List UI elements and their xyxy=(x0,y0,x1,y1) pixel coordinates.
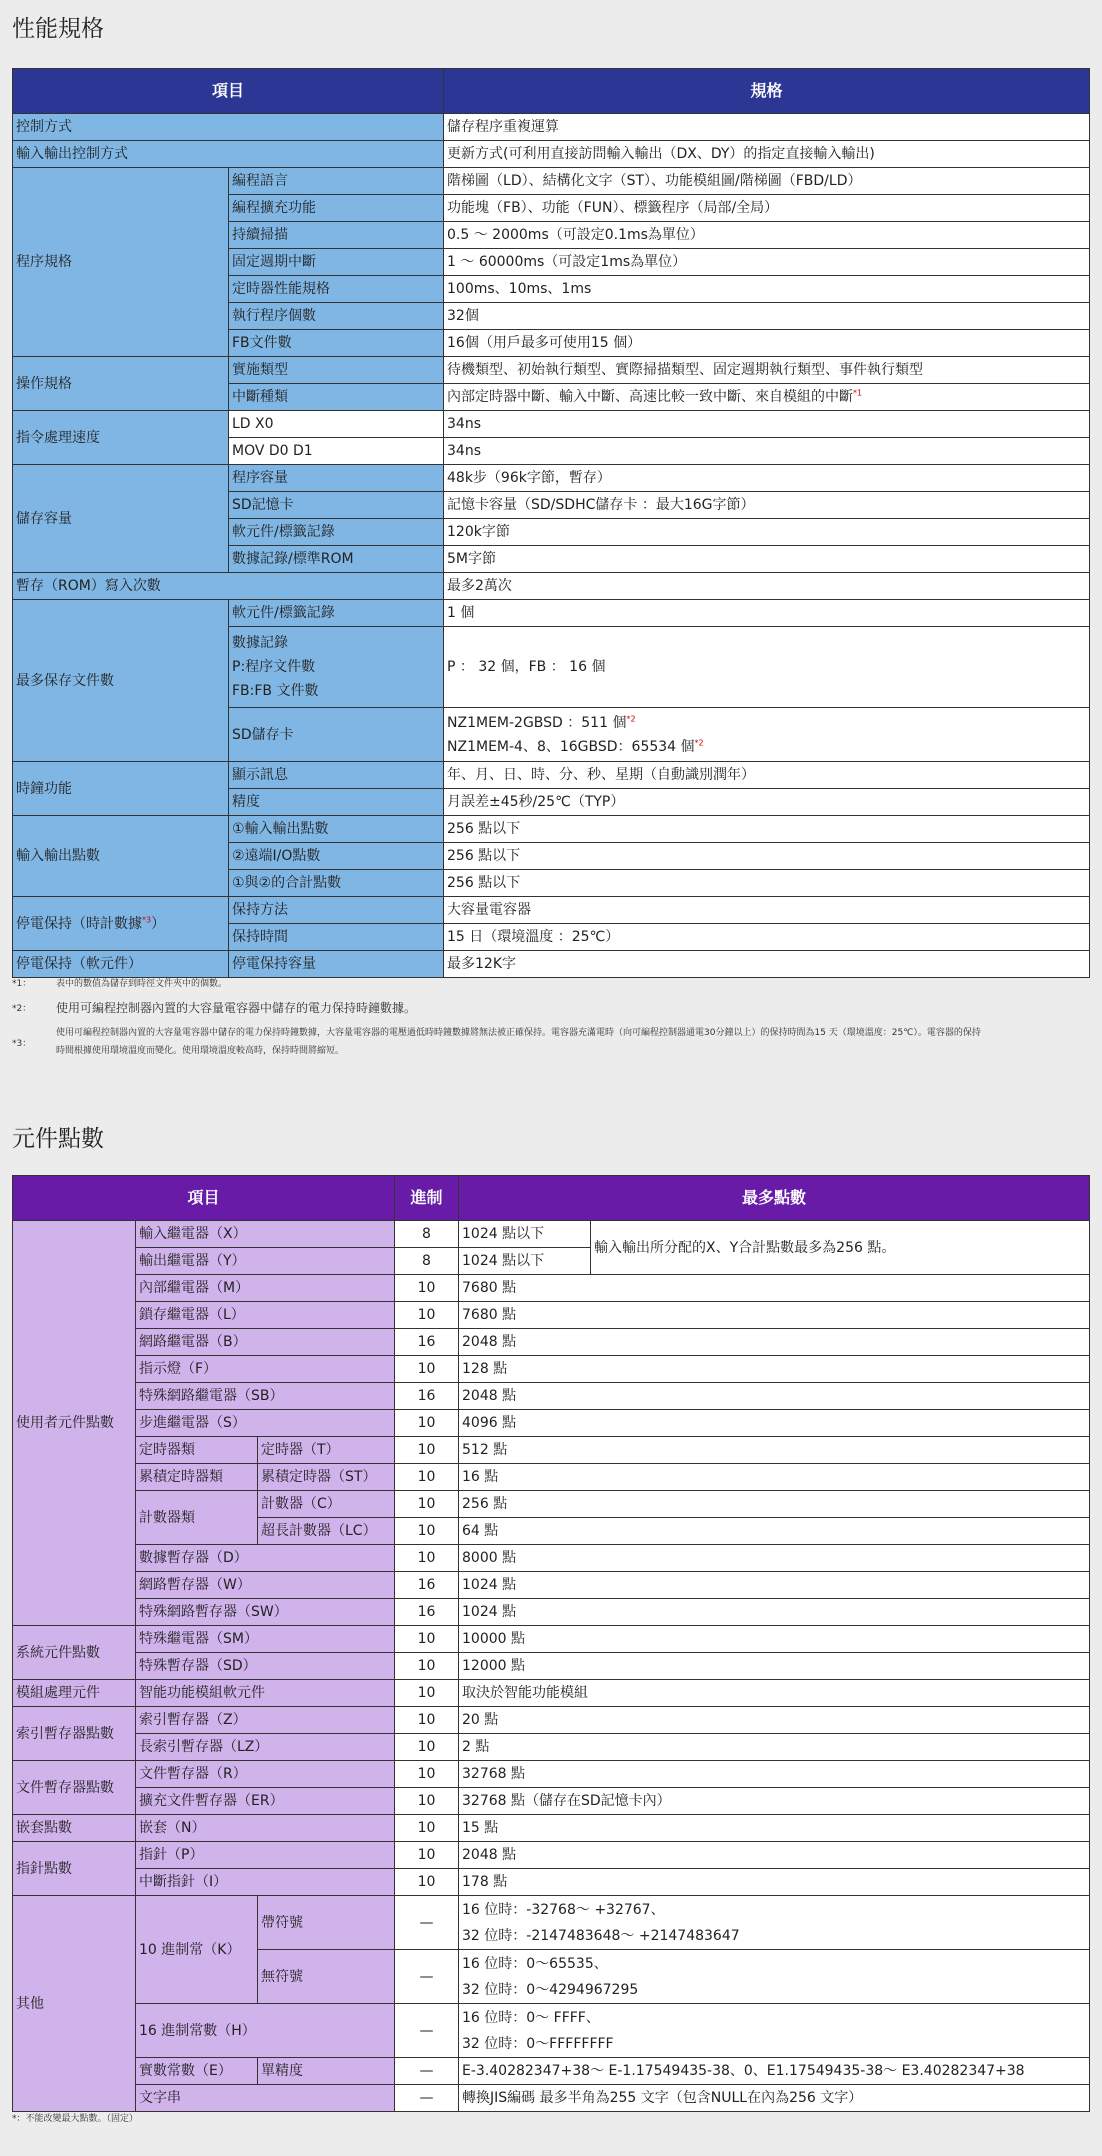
spec-value: 大容量電容器 xyxy=(444,897,1090,924)
elem-label: 中斷指針（I） xyxy=(136,1869,395,1896)
note-text-block xyxy=(56,1024,981,1060)
elem-max: 1024 點 xyxy=(459,1599,1090,1626)
spec-sublabel: 精度 xyxy=(229,789,444,816)
elem-group-index: 索引暫存器點數 xyxy=(13,1707,136,1761)
footnote-mark: *2 xyxy=(626,713,636,723)
spec-sublabel: FB文件數 xyxy=(229,330,444,357)
elem-label: 擴充文件暫存器（ER） xyxy=(136,1788,395,1815)
spec-sublabel: 持續掃描 xyxy=(229,222,444,249)
elem-radix: — xyxy=(395,2004,459,2058)
spec-sublabel: 編程擴充功能 xyxy=(229,195,444,222)
spec-sublabel: 軟元件/標籤記錄 xyxy=(229,600,444,627)
note-key: *3： xyxy=(12,1038,32,1049)
elem-max: 12000 點 xyxy=(459,1653,1090,1680)
elem-radix: 10 xyxy=(395,1437,459,1464)
elem-group-other: 其他 xyxy=(13,1896,136,2112)
elem-max-line: 32 位時：0～4294967295 xyxy=(462,1981,639,1998)
elem-label: 智能功能模組軟元件 xyxy=(136,1680,395,1707)
note-text: 表中的數值為儲存到時徑文件夾中的個數。 xyxy=(56,978,228,989)
elem-radix: 10 xyxy=(395,1356,459,1383)
spec-label-rom: 暫存（ROM）寫入次數 xyxy=(13,573,444,600)
elem-label: 文件暫存器（R） xyxy=(136,1761,395,1788)
elem-label: 16 進制常數（H） xyxy=(136,2004,395,2058)
spec-sublabel: 實施類型 xyxy=(229,357,444,384)
elem-label: 鎖存繼電器（L） xyxy=(136,1302,395,1329)
elem-max: 轉換JIS編碼 最多半角為255 文字（包含NULL在內為256 文字） xyxy=(459,2085,1090,2112)
elem-radix: 10 xyxy=(395,1761,459,1788)
spec-sublabel: ②遠端I/O點數 xyxy=(229,843,444,870)
spec-value-text: NZ1MEM-2GBSD ：511 個 xyxy=(447,714,627,731)
spec-value: 256 點以下 xyxy=(444,816,1090,843)
spec-sublabel: SD記憶卡 xyxy=(229,492,444,519)
elem-radix: 10 xyxy=(395,1302,459,1329)
elem-radix: 8 xyxy=(395,1248,459,1275)
spec-value: 120k字節 xyxy=(444,519,1090,546)
elem-max: 1024 點 xyxy=(459,1572,1090,1599)
elem-sublabel: 10 進制常（K） xyxy=(136,1896,258,2004)
spec-sublabel: 數據記錄/標準ROM xyxy=(229,546,444,573)
spec-label-io-control: 輸入輸出控制方式 xyxy=(13,141,444,168)
elem-radix: — xyxy=(395,2058,459,2085)
elem-note xyxy=(12,2111,1089,2124)
elem-label: 累積定時器（ST） xyxy=(258,1464,395,1491)
spec-group-instruction: 指令處理速度 xyxy=(13,411,229,465)
elem-label: 步進繼電器（S） xyxy=(136,1410,395,1437)
elem-label: 特殊暫存器（SD） xyxy=(136,1653,395,1680)
elem-radix: 10 xyxy=(395,1410,459,1437)
elem-max: 2048 點 xyxy=(459,1842,1090,1869)
elem-label: 文字串 xyxy=(136,2085,395,2112)
elem-max: 128 點 xyxy=(459,1356,1090,1383)
note-key: *1： xyxy=(12,978,32,989)
spec-value: 1 ～ 60000ms（可設定1ms為單位） xyxy=(444,249,1090,276)
spec-label-control: 控制方式 xyxy=(13,114,444,141)
spec-sublabel-line: P:程序文件數 xyxy=(232,659,316,675)
spec-sublabel: 停電保持容量 xyxy=(229,951,444,978)
spec-value-interrupt xyxy=(444,384,1090,411)
note-text: *：不能改變最大點數。（固定） xyxy=(12,2114,139,2124)
spec-value: 待機類型、初始執行類型、實際掃描類型、固定週期執行類型、事件執行類型 xyxy=(444,357,1090,384)
spec-header-item: 項目 xyxy=(13,69,444,114)
elem-radix: 10 xyxy=(395,1275,459,1302)
elem-max: 10000 點 xyxy=(459,1626,1090,1653)
spec-value: 34ns xyxy=(444,411,1090,438)
note-key: *2： xyxy=(12,1003,32,1014)
elem-label: 輸入繼電器（X） xyxy=(136,1221,395,1248)
spec-group-text: 停電保持（時計數據 xyxy=(16,915,142,932)
spec-sublabel-data-log xyxy=(229,627,444,708)
spec-value: 32個 xyxy=(444,303,1090,330)
spec-value: P ： 32 個，FB ： 16 個 xyxy=(444,627,1090,708)
spec-value-line xyxy=(447,711,1086,735)
elem-group-module: 模組處理元件 xyxy=(13,1680,136,1707)
elem-max-line: 32 位時：0～FFFFFFFF xyxy=(462,2035,614,2052)
elem-radix: 8 xyxy=(395,1221,459,1248)
elem-max: 2048 點 xyxy=(459,1329,1090,1356)
spec-value: 1 個 xyxy=(444,600,1090,627)
spec-value-line xyxy=(447,735,1086,759)
elem-label: 網路暫存器（W） xyxy=(136,1572,395,1599)
elem-max: 7680 點 xyxy=(459,1275,1090,1302)
spec-group-io-points: 輸入輸出點數 xyxy=(13,816,229,897)
spec-sublabel: SD儲存卡 xyxy=(229,708,444,762)
spec-value: 256 點以下 xyxy=(444,843,1090,870)
note-2 xyxy=(12,992,1089,1022)
elem-radix: 10 xyxy=(395,1545,459,1572)
elem-max-line: 16 位時：-32768～ +32767、 xyxy=(462,1901,665,1918)
spec-sublabel: 程序容量 xyxy=(229,465,444,492)
elem-label: 輸出繼電器（Y） xyxy=(136,1248,395,1275)
elem-sublabel: 計數器類 xyxy=(136,1491,258,1545)
elem-max: 32768 點（儲存在SD記憶卡內） xyxy=(459,1788,1090,1815)
spec-sublabel: 保持時間 xyxy=(229,924,444,951)
elem-radix: 10 xyxy=(395,1518,459,1545)
elem-label: 特殊網路繼電器（SB） xyxy=(136,1383,395,1410)
elem-label: 無符號 xyxy=(258,1950,395,2004)
spec-group-text-end: ） xyxy=(151,915,166,932)
elem-max: 64 點 xyxy=(459,1518,1090,1545)
elem-radix: 10 xyxy=(395,1491,459,1518)
spec-value: 256 點以下 xyxy=(444,870,1090,897)
elem-max-multiline xyxy=(459,1896,1090,1950)
spec-group-hold-device: 停電保持（軟元件） xyxy=(13,951,229,978)
elem-radix: 16 xyxy=(395,1599,459,1626)
elem-sublabel: 單精度 xyxy=(258,2058,395,2085)
spec-sublabel: LD X0 xyxy=(229,411,444,438)
spec-sublabel: 定時器性能規格 xyxy=(229,276,444,303)
elem-header-item: 項目 xyxy=(13,1176,395,1221)
spec-value: 月誤差±45秒/25℃（TYP） xyxy=(444,789,1090,816)
elem-label: 指示燈（F） xyxy=(136,1356,395,1383)
elem-max: 4096 點 xyxy=(459,1410,1090,1437)
elem-radix: 10 xyxy=(395,1734,459,1761)
spec-value: 48k步（96k字節，暫存） xyxy=(444,465,1090,492)
spec-sublabel: ①與②的合計點數 xyxy=(229,870,444,897)
spec-value: 100ms、10ms、1ms xyxy=(444,276,1090,303)
elem-group-nest: 嵌套點數 xyxy=(13,1815,136,1842)
elem-table xyxy=(12,1175,1090,2112)
elem-radix: 10 xyxy=(395,1626,459,1653)
elem-max: 1024 點以下 xyxy=(459,1221,591,1248)
elem-max-line: 16 位時：0～65535、 xyxy=(462,1955,608,1972)
note-text: 使用可編程控制器內置的大容量電容器中儲存的電力保持時鐘數據。 xyxy=(56,1000,417,1015)
elem-radix: 10 xyxy=(395,1869,459,1896)
spec-value: 34ns xyxy=(444,438,1090,465)
elem-sublabel: 定時器類 xyxy=(136,1437,258,1464)
elem-radix: — xyxy=(395,1896,459,1950)
elem-radix: 10 xyxy=(395,1464,459,1491)
spec-value-control: 儲存程序重複運算 xyxy=(444,114,1090,141)
elem-max: 8000 點 xyxy=(459,1545,1090,1572)
elem-label: 網路繼電器（B） xyxy=(136,1329,395,1356)
spec-group-files: 最多保存文件數 xyxy=(13,600,229,762)
elem-label: 長索引暫存器（LZ） xyxy=(136,1734,395,1761)
elem-label: 特殊網路暫存器（SW） xyxy=(136,1599,395,1626)
spec-value: 功能塊（FB）、功能（FUN）、標籤程序（局部/全局） xyxy=(444,195,1090,222)
footnote-mark: *2 xyxy=(694,737,704,747)
spec-value: 最多12K字 xyxy=(444,951,1090,978)
note-1 xyxy=(12,972,1089,992)
elem-radix: 10 xyxy=(395,1815,459,1842)
spec-value: 5M字節 xyxy=(444,546,1090,573)
elem-radix: 10 xyxy=(395,1842,459,1869)
spec-sublabel: 固定週期中斷 xyxy=(229,249,444,276)
elem-max: 16 點 xyxy=(459,1464,1090,1491)
elem-max: 20 點 xyxy=(459,1707,1090,1734)
spec-sublabel-line: FB:FB 文件數 xyxy=(232,683,319,699)
spec-group-program: 程序規格 xyxy=(13,168,229,357)
elem-max: 2048 點 xyxy=(459,1383,1090,1410)
elem-label: 內部繼電器（M） xyxy=(136,1275,395,1302)
spec-value-sd xyxy=(444,708,1090,762)
elem-group-pointer: 指針點數 xyxy=(13,1842,136,1896)
elem-label: 超長計數器（LC） xyxy=(258,1518,395,1545)
elem-max: 1024 點以下 xyxy=(459,1248,591,1275)
spec-sublabel: 保持方法 xyxy=(229,897,444,924)
elem-section-title: 元件點數 xyxy=(12,1126,104,1152)
elem-xy-note: 輸入輸出所分配的X、Y合計點數最多為256 點。 xyxy=(591,1221,1090,1275)
elem-group-user: 使用者元件點數 xyxy=(13,1221,136,1626)
note-text: 使用可編程控制器內置的大容量電容器中儲存的電力保持時鐘數據，大容量電容器的電壓過低時時鐘數據將無法被正確保持。電容器充滿電時（向可編程控制器通電30分鐘以上）的保持時間為15 天（環境溫度：25℃）。電容器的保持 xyxy=(56,1028,981,1038)
spec-value-text: 內部定時器中斷、輸入中斷、高速比較一致中斷、來自模組的中斷 xyxy=(447,389,854,405)
elem-label: 索引暫存器（Z） xyxy=(136,1707,395,1734)
elem-max: 512 點 xyxy=(459,1437,1090,1464)
spec-sublabel: ①輸入輸出點數 xyxy=(229,816,444,843)
elem-radix: 16 xyxy=(395,1329,459,1356)
elem-radix: — xyxy=(395,2085,459,2112)
spec-table xyxy=(12,68,1090,978)
elem-label: 定時器（T） xyxy=(258,1437,395,1464)
elem-radix: — xyxy=(395,1950,459,2004)
spec-group-operation: 操作規格 xyxy=(13,357,229,411)
spec-section-title: 性能規格 xyxy=(12,16,104,42)
elem-max: 32768 點 xyxy=(459,1761,1090,1788)
note-3 xyxy=(12,1022,1089,1062)
elem-max: 178 點 xyxy=(459,1869,1090,1896)
footnote-mark: *3 xyxy=(142,914,152,924)
spec-sublabel-line: 數據記錄 xyxy=(232,635,288,651)
elem-radix: 16 xyxy=(395,1572,459,1599)
elem-radix: 16 xyxy=(395,1383,459,1410)
elem-max-multiline xyxy=(459,1950,1090,2004)
spec-sublabel: 編程語言 xyxy=(229,168,444,195)
elem-max: 256 點 xyxy=(459,1491,1090,1518)
note-text: 時間根據使用環境溫度而變化。使用環境溫度較高時，保持時間將縮短。 xyxy=(56,1046,345,1056)
elem-max: 7680 點 xyxy=(459,1302,1090,1329)
spec-value: 16個（用戶最多可使用15 個） xyxy=(444,330,1090,357)
elem-label: 實數常數（E） xyxy=(136,2058,258,2085)
spec-sublabel: 執行程序個數 xyxy=(229,303,444,330)
elem-group-system: 系統元件點數 xyxy=(13,1626,136,1680)
elem-label: 計數器（C） xyxy=(258,1491,395,1518)
spec-value: 階梯圖（LD）、結構化文字（ST）、功能模組圖/階梯圖（FBD/LD） xyxy=(444,168,1090,195)
elem-label: 指針（P） xyxy=(136,1842,395,1869)
elem-radix: 10 xyxy=(395,1680,459,1707)
spec-value-rom: 最多2萬次 xyxy=(444,573,1090,600)
elem-radix: 10 xyxy=(395,1788,459,1815)
elem-label: 數據暫存器（D） xyxy=(136,1545,395,1572)
elem-max-line: 32 位時：-2147483648～ +2147483647 xyxy=(462,1927,740,1944)
elem-header-max: 最多點數 xyxy=(459,1176,1090,1221)
elem-label: 特殊繼電器（SM） xyxy=(136,1626,395,1653)
spec-sublabel: MOV D0 D1 xyxy=(229,438,444,465)
spec-value: 年、月、日、時、分、秒、星期（自動識別潤年） xyxy=(444,762,1090,789)
spec-group-storage: 儲存容量 xyxy=(13,465,229,573)
elem-group-file: 文件暫存器點數 xyxy=(13,1761,136,1815)
elem-label: 嵌套（N） xyxy=(136,1815,395,1842)
spec-sublabel: 中斷種類 xyxy=(229,384,444,411)
spec-notes xyxy=(12,972,1089,1062)
elem-header-radix: 進制 xyxy=(395,1176,459,1221)
spec-value-io-control: 更新方式(可利用直接訪問輸入輸出（DX、DY）的指定直接輸入輸出) xyxy=(444,141,1090,168)
elem-max-line: 16 位時：0～ FFFF、 xyxy=(462,2009,600,2026)
elem-radix: 10 xyxy=(395,1707,459,1734)
elem-max-multiline xyxy=(459,2004,1090,2058)
elem-max: E-3.40282347+38～ E-1.17549435-38、0、E1.17549435-38～ E3.40282347+38 xyxy=(459,2058,1090,2085)
spec-sublabel: 顯示訊息 xyxy=(229,762,444,789)
spec-value: 0.5 ～ 2000ms（可設定0.1ms為單位） xyxy=(444,222,1090,249)
elem-radix: 10 xyxy=(395,1653,459,1680)
elem-label: 帶符號 xyxy=(258,1896,395,1950)
spec-sublabel: 軟元件/標籤記錄 xyxy=(229,519,444,546)
spec-group-clock: 時鐘功能 xyxy=(13,762,229,816)
elem-sublabel: 累積定時器類 xyxy=(136,1464,258,1491)
spec-group-hold-clock xyxy=(13,897,229,951)
footnote-mark: *1 xyxy=(853,388,863,398)
spec-value: 記憶卡容量（SD/SDHC儲存卡 ：最大16G字節） xyxy=(444,492,1090,519)
elem-max: 2 點 xyxy=(459,1734,1090,1761)
spec-header-spec: 規格 xyxy=(444,69,1090,114)
spec-value: 15 日（環境溫度 ：25℃） xyxy=(444,924,1090,951)
elem-max: 15 點 xyxy=(459,1815,1090,1842)
spec-value-text: NZ1MEM-4、8、16GBSD：65534 個 xyxy=(447,738,695,755)
elem-max: 取決於智能功能模組 xyxy=(459,1680,1090,1707)
